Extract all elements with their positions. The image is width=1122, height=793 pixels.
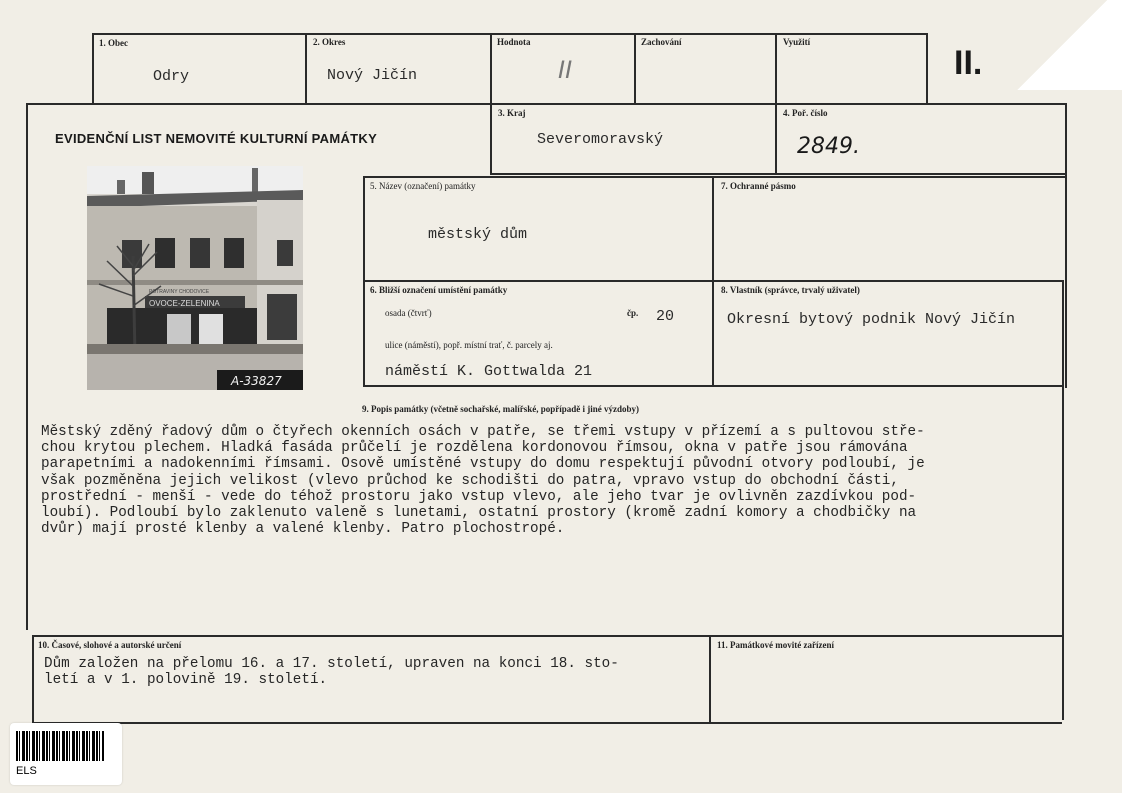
rule [490, 173, 1066, 175]
popis-line: Městský zděný řadový dům o čtyřech okenních osách v patře, se třemi vstupy v přízemí a s pultovou stře- [41, 424, 925, 440]
rule [775, 33, 777, 103]
barcode-stamp [10, 723, 122, 785]
obec-label: 1. Obec [99, 38, 128, 48]
umisteni-label: 6. Bližší označení umístění památky [370, 285, 508, 295]
hodnota-mark: II [558, 56, 573, 84]
nazev-label: 5. Název (označení) památky [370, 181, 476, 191]
shop-sign: OVOCE-ZELENINA [149, 299, 220, 308]
rule [363, 280, 1063, 282]
poradove-cislo-label: 4. Poř. číslo [783, 108, 828, 118]
hodnota-label: Hodnota [497, 37, 531, 47]
rule [490, 103, 492, 173]
cp-value: 20 [656, 308, 675, 325]
rule [490, 33, 492, 103]
nazev-value: městský dům [428, 226, 528, 243]
photo-caption: A-33827 [231, 374, 282, 388]
rule [26, 103, 1066, 105]
urceni-label: 10. Časové, slohové a autorské určení [38, 640, 182, 650]
rule [363, 176, 1066, 178]
popis-label: 9. Popis památky (včetně sochařské, malířské, popřípadě i jiné výzdoby) [362, 404, 640, 414]
rule [92, 33, 94, 103]
kraj-value: Severomoravský [537, 131, 664, 148]
osada-label: osada (čtvrť) [385, 308, 432, 318]
rule [1065, 103, 1067, 388]
kraj-label: 3. Kraj [498, 108, 526, 118]
popis-line: chou krytou plechem. Hladká fasáda průčelí je rozdělena kordonovou římsou, okna v patře jsou rámována [41, 440, 908, 457]
rule [305, 33, 307, 103]
form-title: EVIDENČNÍ LIST NEMOVITÉ KULTURNÍ PAMÁTKY [55, 131, 378, 146]
ulice-label: ulice (náměstí), popř. místní trať, č. parcely aj. [385, 340, 553, 350]
popis-line: parapetními a nadokenními římsami. Osově umístěné vstupy do domu respektují původní otvory podloubí, je [41, 456, 925, 473]
obec-value: Odry [153, 68, 190, 85]
rule [363, 385, 1063, 387]
popis-line: dvůr) mají prosté klenby a valené klenby. Patro plochostropé. [41, 521, 565, 538]
urceni-line: letí a v 1. polovině 19. století. [44, 672, 328, 689]
stamp-code: ELS [16, 765, 37, 777]
rule [32, 635, 1062, 637]
zarizeni-label: 11. Památkové movité zařízení [717, 640, 834, 650]
rule [709, 635, 711, 723]
rule [32, 722, 1062, 724]
rule [926, 33, 928, 103]
ulice-value: náměstí K. Gottwalda 21 [385, 363, 593, 380]
rule [26, 103, 28, 630]
okres-value: Nový Jičín [327, 67, 418, 84]
category-mark: II. [954, 44, 983, 82]
urceni-text [44, 656, 704, 688]
rule [32, 635, 34, 723]
popis-line: však pozměněna jejich velikost (vlevo průchod ke schodišti do patra, vpravo vstup do obchodní části, [41, 472, 899, 489]
vlastnik-label: 8. Vlastník (správce, trvalý uživatel) [721, 285, 860, 295]
cp-label: čp. [627, 308, 639, 318]
rule [92, 33, 928, 35]
zachovani-label: Zachování [641, 37, 682, 47]
urceni-line: Dům založen na přelomu 16. a 17. století, upraven na konci 18. sto- [44, 656, 619, 672]
building-photo-image [87, 166, 303, 390]
poradove-cislo-value: 2849. [797, 134, 860, 159]
rule [634, 33, 636, 103]
rule [775, 103, 777, 173]
vyuziti-label: Využití [783, 37, 811, 47]
page-corner [1002, 0, 1122, 90]
building-photo [87, 166, 303, 390]
ochranne-pasmo-label: 7. Ochranné pásmo [721, 181, 796, 191]
barcode-icon [16, 731, 104, 761]
popis-line: prostřední - menší - vede do téhož prostoru jako vstup vlevo, ale jeho tvar je ovlivněn zazdívkou pod- [41, 488, 917, 505]
okres-label: 2. Okres [313, 37, 346, 47]
popis-line: loubí). Podloubí bylo zaklenuto valeně s lunetami, ostatní prostory (kromě zadní komory a chodbičky na [41, 505, 917, 522]
popis-text [41, 424, 1071, 537]
vlastnik-value: Okresní bytový podnik Nový Jičín [727, 311, 1016, 328]
shop-top: POTRAVINY CHODOVICE [149, 289, 210, 295]
